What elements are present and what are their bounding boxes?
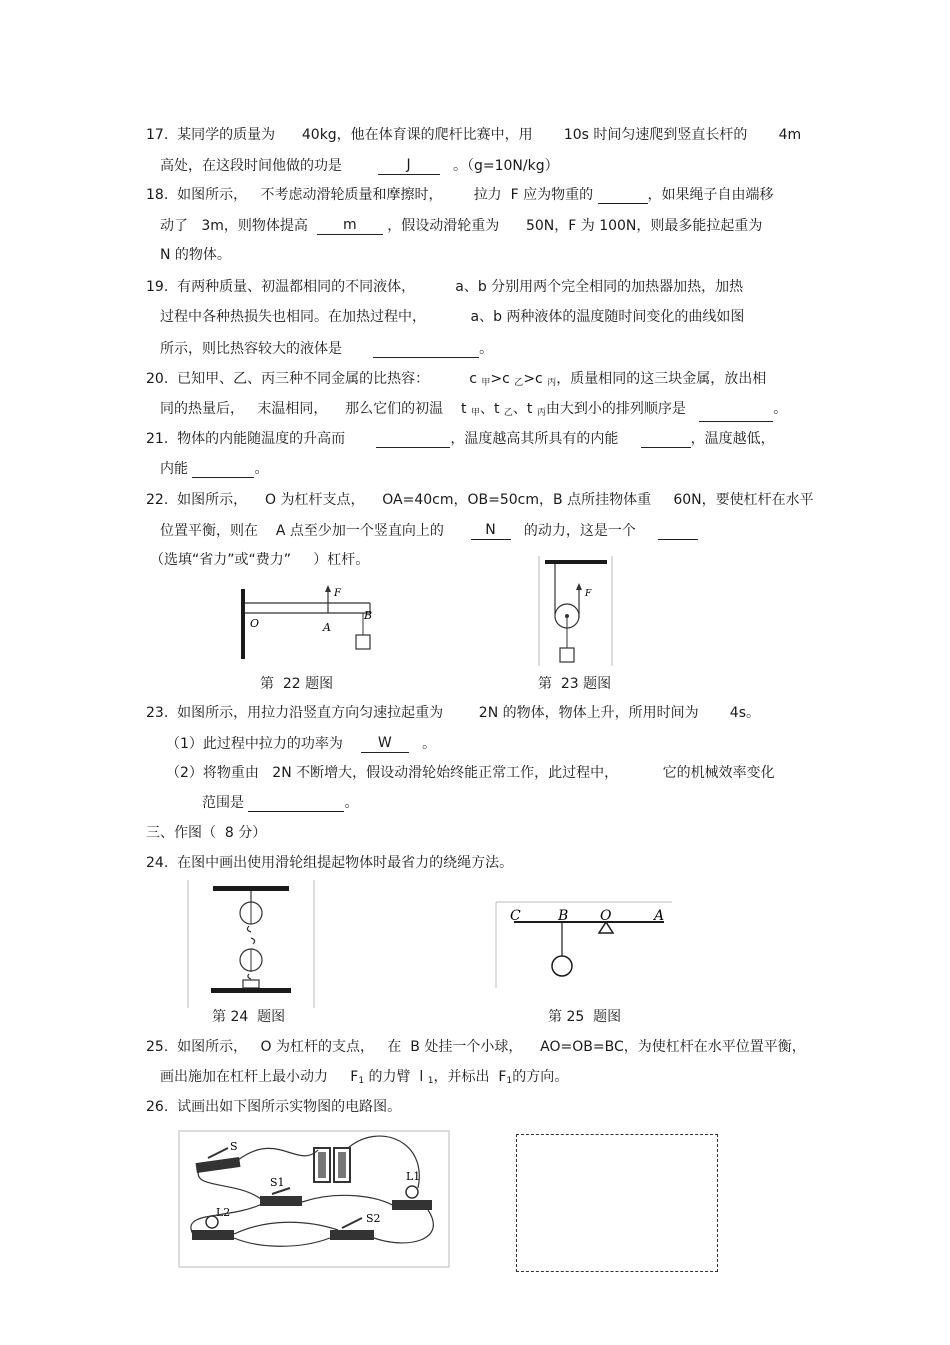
q22-line1: 22. 如图所示， O 为杠杆支点， OA=40cm，OB=50cm，B 点所挂物体重 60N，要使杠杆在水平: [146, 492, 814, 508]
q23-part2-line2: 范围是 。: [202, 795, 359, 811]
fig24-ground: [211, 988, 291, 993]
fig22-weight: [356, 635, 370, 649]
q19-blank[interactable]: [373, 357, 479, 358]
fig25-lever-diagram: [494, 900, 674, 990]
q24-line1: 24. 在图中画出使用滑轮组提起物体时最省力的绕绳方法。: [146, 855, 514, 871]
q18-blank-height[interactable]: m: [317, 216, 383, 235]
q21-blank-1[interactable]: [376, 447, 450, 448]
fig24-hook-mid: [251, 938, 255, 944]
fig23-caption: 第 23 题图: [538, 676, 612, 692]
q17-blank-work[interactable]: J: [378, 156, 440, 175]
q25-line2: 画出施加在杠杆上最小动力 $F_1$ 的力臂 l $_1$，并标出 $F_1$的方向。: [160, 1069, 569, 1086]
fig25-label-A: A: [654, 908, 665, 924]
fig26-circuit-photo: [178, 1130, 450, 1268]
q19-line2: 过程中各种热损失也相同。在加热过程中， a、b 两种液体的温度随时间变化的曲线如图: [160, 309, 745, 325]
q23-blank-range[interactable]: [248, 811, 344, 812]
fig26-label-S2: S2: [366, 1212, 381, 1225]
q22-line3: （选填“省力”或“费力” ）杠杆。: [150, 552, 370, 568]
fig23-weight: [560, 648, 574, 662]
q25-line1: 25. 如图所示， O 为杠杆的支点， 在 B 处挂一个小球， AO=OB=BC，为使杠杆在水平位置平衡，: [146, 1039, 806, 1055]
fig26-lamp-L2-base: [192, 1230, 234, 1240]
fig26-label-S1: S1: [270, 1176, 285, 1189]
fig26-switch-S2: [330, 1230, 374, 1240]
q18-line1: 18. 如图所示， 不考虑动滑轮质量和摩擦时， 拉力 F 应为物重的 ，如果绳子自由端移: [146, 187, 774, 203]
fig25-label-O: O: [600, 908, 612, 924]
q19-line3: 所示，则比热容较大的液体是 。: [160, 341, 494, 357]
fig26-label-S: S: [230, 1140, 238, 1153]
fig25-label-C: C: [510, 908, 521, 924]
fig25-label-B: B: [558, 908, 569, 924]
fig24-ceiling: [213, 886, 289, 891]
fig24-caption: 第 24 题图: [212, 1009, 286, 1025]
q21-blank-3[interactable]: [192, 477, 254, 478]
q20-line2: 同的热量后， 末温相同， 那么它们的初温 t $_甲$、t $_乙$、t $_丙$由大到小的排列顺序是 。: [160, 400, 787, 422]
fig22-lever-diagram: [238, 583, 398, 659]
fig22-label-F: F: [334, 588, 341, 599]
fig22-wall: [241, 589, 245, 659]
fig26-switch-S1: [260, 1196, 302, 1206]
section3-heading: 三、作图（ 8 分）: [146, 825, 267, 841]
q18-line2: 动了 3m，则物体提高 m ，假设动滑轮重为 50N，F 为 100N，则最多能拉起重为: [160, 217, 763, 234]
q20-blank[interactable]: [699, 421, 773, 422]
fig24-weight: [243, 980, 259, 988]
fig23-pulley-diagram: [535, 556, 615, 666]
q26-answer-box[interactable]: [516, 1134, 718, 1272]
fig25-ball: [552, 956, 572, 976]
q18-line3: N 的物体。: [160, 247, 231, 263]
q26-line1: 26. 试画出如下图所示实物图的电路图。: [146, 1099, 402, 1115]
fig22-label-A: A: [323, 621, 331, 634]
q20-line1: 20. 已知甲、乙、丙三种不同金属的比热容： c $_甲$>c $_乙$>c $_丙$，质量相同的这三块金属，放出相: [146, 371, 767, 388]
q18-blank-ratio[interactable]: [598, 203, 648, 204]
fig26-label-L2: L2: [216, 1206, 231, 1219]
fig25-caption: 第 25 题图: [548, 1009, 622, 1025]
q22-blank-force[interactable]: N: [471, 521, 511, 540]
q21-line1: 21. 物体的内能随温度的升高而 ，温度越高其所具有的内能 ，温度越低，: [146, 431, 775, 447]
fig22-label-B: B: [364, 609, 373, 622]
q23-blank-power[interactable]: W: [361, 734, 409, 753]
fig24-hook-top: [247, 926, 251, 932]
q23-part1: （1）此过程中拉力的功率为 W 。: [166, 735, 437, 752]
fig26-lamp-L1: [406, 1186, 418, 1198]
q17-line1: 17. 某同学的质量为 40kg，他在体育课的爬杆比赛中，用 10s 时间匀速爬到竖直长杆的 4m: [146, 127, 802, 143]
fig26-wires: [191, 1136, 433, 1246]
fig22-label-O: O: [250, 617, 260, 630]
fig26-lamp-L1-base: [392, 1200, 432, 1210]
q17-line2: 高处，在这段时间他做的功是 J 。（g=10N/kg）: [160, 157, 559, 174]
fig24-pulley-block: [185, 880, 317, 1008]
q21-blank-2[interactable]: [641, 447, 691, 448]
fig26-label-L1: L1: [406, 1170, 421, 1183]
fig23-ceiling: [545, 560, 607, 564]
q22-line2: 位置平衡，则在 A 点至少加一个竖直向上的 N 的动力，这是一个: [160, 521, 698, 540]
q21-line2: 内能 。: [160, 461, 269, 477]
q22-blank-type[interactable]: [658, 539, 698, 540]
fig22-caption: 第 22 题图: [260, 676, 334, 692]
q23-part2: （2）将物重由 2N 不断增大，假设动滑轮始终能正常工作，此过程中， 它的机械效率变化: [166, 765, 775, 781]
q23-line1: 23. 如图所示，用拉力沿竖直方向匀速拉起重为 2N 的物体，物体上升，所用时间为 4s。: [146, 705, 760, 721]
fig26-switch-S: [196, 1157, 241, 1173]
q19-line1: 19. 有两种质量、初温都相同的不同液体， a、b 分别用两个完全相同的加热器加热，加热: [146, 279, 744, 295]
fig23-label-F: F: [585, 589, 592, 599]
